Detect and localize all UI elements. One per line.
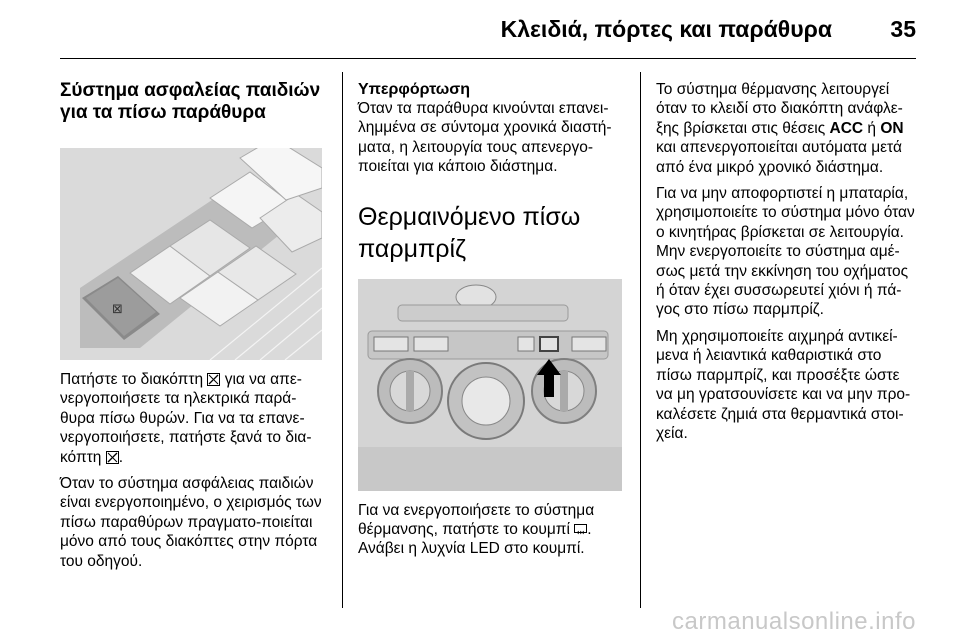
child-lock-switch-icon [207,373,220,386]
ignition-position-acc: ACC [829,119,864,137]
watermark: carmanualsonline.info [672,608,916,635]
heated-window-text-a: Για να ενεργοποιήσετε το σύστημα θέρμανσης, πατήστε το κουμπί [358,501,595,539]
heating-operation-text-a: Το σύστημα θέρμανσης λειτουργεί όταν το κλειδί στο διακόπτη ανάφλε-ξης βρίσκεται στις θέσεις [656,81,903,137]
overload-text: Όταν τα παράθυρα κινούνται επανει-λημμένα σε σύντομα χρονικά διαστή-ματα, η λειτουργία τους απενεργο-ποιείται για κάποιο διάστημα. [358,100,612,176]
section-heading-overload: Υπερφόρτωση [358,81,471,98]
child-lock-text-b: για να απε-νεργοποιήσετε τα ηλεκτρικά παρά-θυρα πίσω θυρών. Για να τα επανε-νεργοποιήσετε, πατήστε ξανά το δια-κόπτη [60,371,312,466]
heated-window-instructions [358,501,624,559]
heating-operation-or: ή [867,119,877,137]
climate-panel-drawing [358,279,622,491]
page-number: 35 [890,16,916,42]
heating-operation-text [656,80,918,177]
rear-defrost-icon [574,523,587,536]
column-2 [358,80,624,559]
child-lock-note: Όταν το σύστημα ασφάλειας παιδιών είναι ενεργοποιημένο, ο χειρισμός των πίσω παραθύρων πραγματο-ποιείται μόνο από τους διακόπτες στην πόρτα του οδηγού. [60,475,322,570]
child-lock-text-a: Πατήστε το διακόπτη [60,371,204,388]
child-lock-switch-icon [106,451,119,464]
column-1 [60,80,326,571]
cleaning-note: Μη χρησιμοποιείτε αιχμηρά αντικεί-μενα ή λειαντικά καθαριστικά στο πίσω παρμπρίζ, και προσέξτε ώστε να μη γρατσουνίσετε και να μην προ-καλέσετε ζημιά στα θερμαντικά στοι-χεία. [656,327,911,442]
child-lock-text-c: . [118,448,124,466]
column-divider-1 [342,72,343,608]
page-title: Κλειδιά, πόρτες και παράθυρα [500,16,832,42]
section-heading-heated-rear-window: Θερμαινόμενο πίσω παρμπρίζ [358,202,581,263]
climate-control-illustration [358,279,622,491]
child-lock-instructions [60,370,326,467]
window-switches-drawing [60,148,322,360]
battery-note: Για να μην αποφορτιστεί η μπαταρία, χρησιμοποιείτε το σύστημα μόνο όταν ο κινητήρας βρίσκεται σε λειτουργία. Μην ενεργοποιείτε το σύστημα αμέ-σως μετά την εκκίνηση του οχήματος ή όταν έχει συσσωρευτεί χιόνι ή πά-γος στο πίσω παρμπρίζ. [656,185,915,319]
heated-window-text-b: . Ανάβει η λυχνία LED στο κουμπί. [358,521,592,558]
ignition-position-on: ON [880,119,904,137]
heating-operation-text-b: και απενεργοποιείται αυτόματα μετά από ένα μικρό χρονικό διάστημα. [656,139,902,176]
section-heading-child-lock: Σύστημα ασφαλείας παιδιών για τα πίσω παράθυρα [60,80,321,123]
column-divider-2 [640,72,641,608]
svg-text:⊠: ⊠ [112,302,123,317]
header-divider [60,58,916,59]
column-3 [656,80,918,443]
window-switches-illustration [60,148,322,360]
